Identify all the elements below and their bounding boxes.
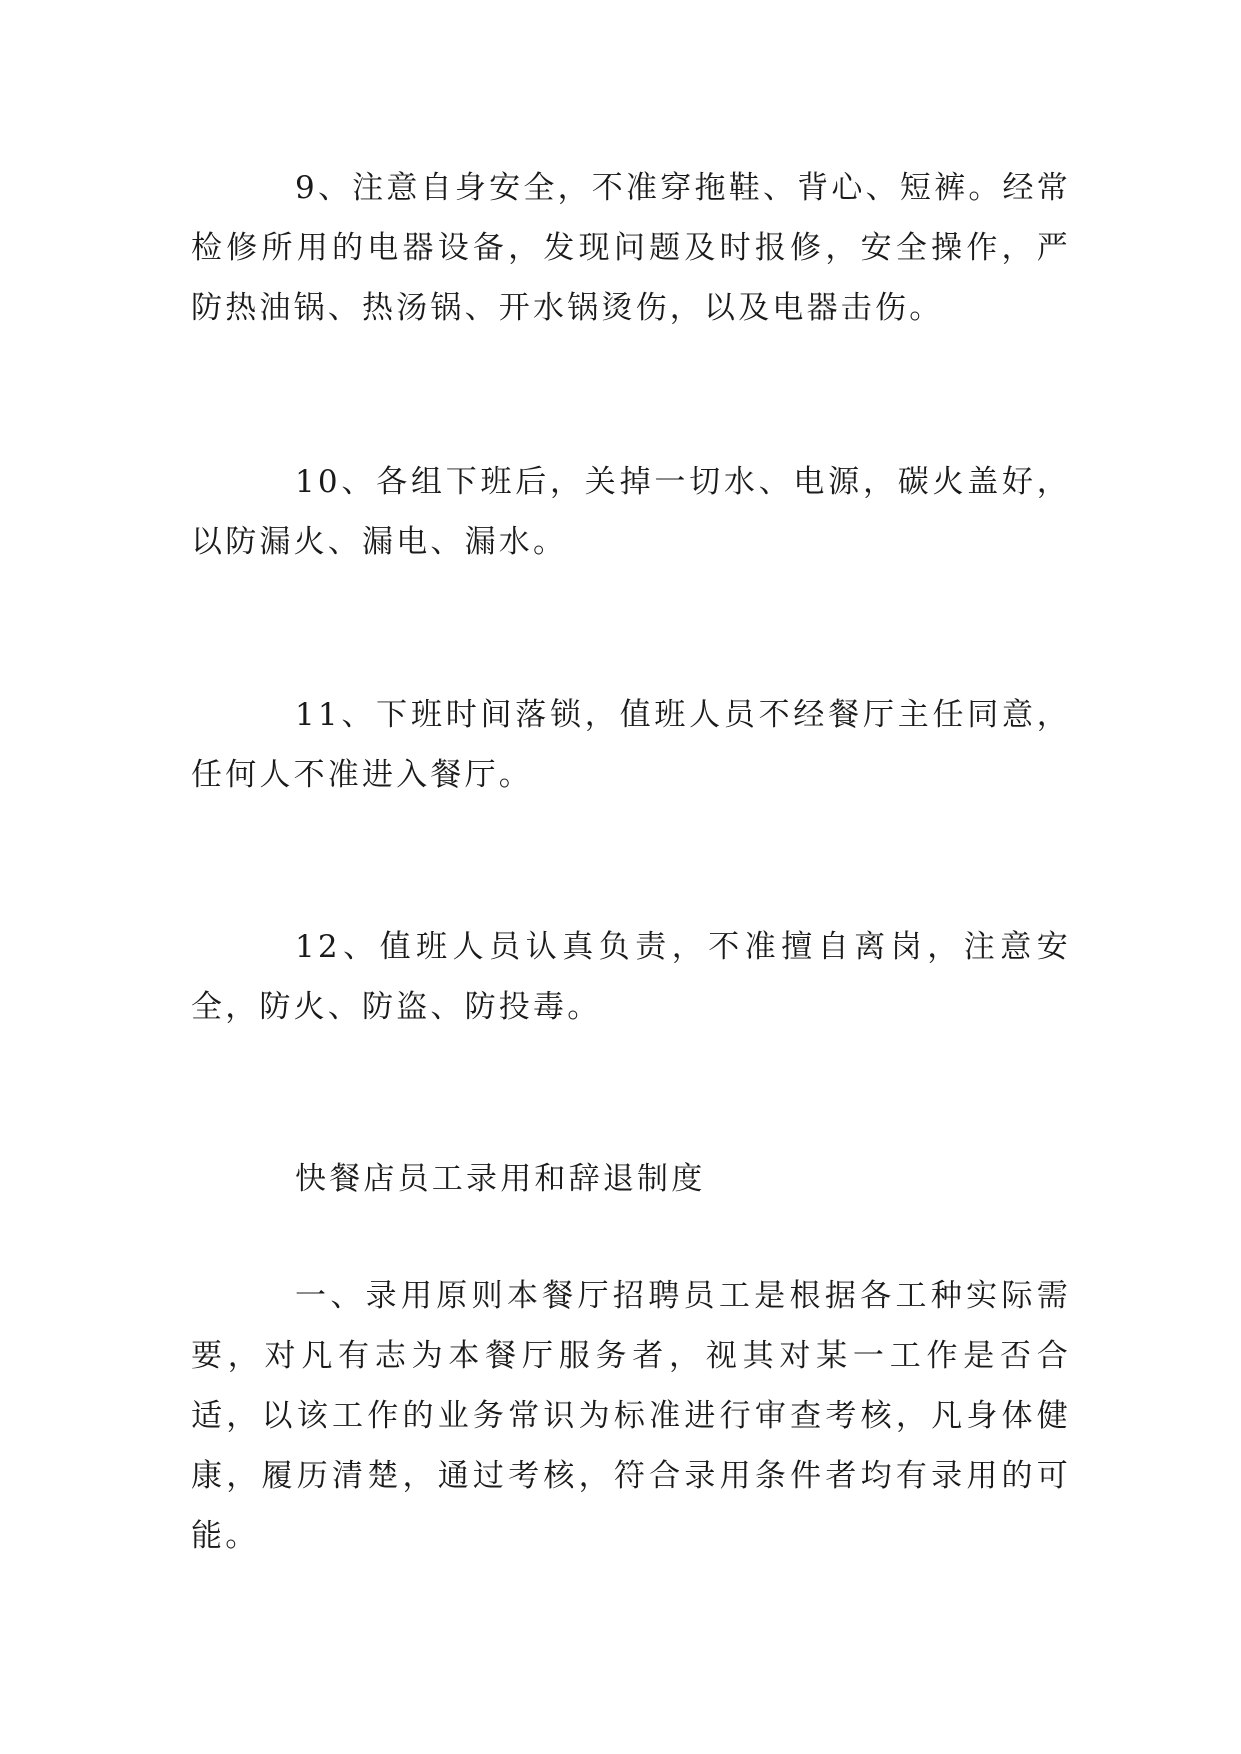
paragraph-item-9: 9、注意自身安全，不准穿拖鞋、背心、短裤。经常检修所用的电器设备，发现问题及时报修，安全操作，严防热油锅、热汤锅、开水锅烫伤，以及电器击伤。 bbox=[191, 170, 1071, 326]
paragraph-item-11: 11、下班时间落锁，值班人员不经餐厅主任同意，任何人不准进入餐厅。 bbox=[191, 697, 1071, 793]
paragraph-principle-1: 一、录用原则本餐厅招聘员工是根据各工种实际需要，对凡有志为本餐厅服务者，视其对某一工作是否合适，以该工作的业务常识为标准进行审查考核，凡身体健康，履历清楚，通过考核，符合录用条件者均有录用的可能。 bbox=[191, 1278, 1071, 1554]
section-title: 快餐店员工录用和辞退制度 bbox=[295, 1161, 706, 1197]
paragraph-item-12: 12、值班人员认真负责，不准擅自离岗，注意安全，防火、防盗、防投毒。 bbox=[191, 929, 1071, 1025]
paragraph-item-10: 10、各组下班后，关掉一切水、电源，碳火盖好，以防漏火、漏电、漏水。 bbox=[191, 464, 1071, 560]
